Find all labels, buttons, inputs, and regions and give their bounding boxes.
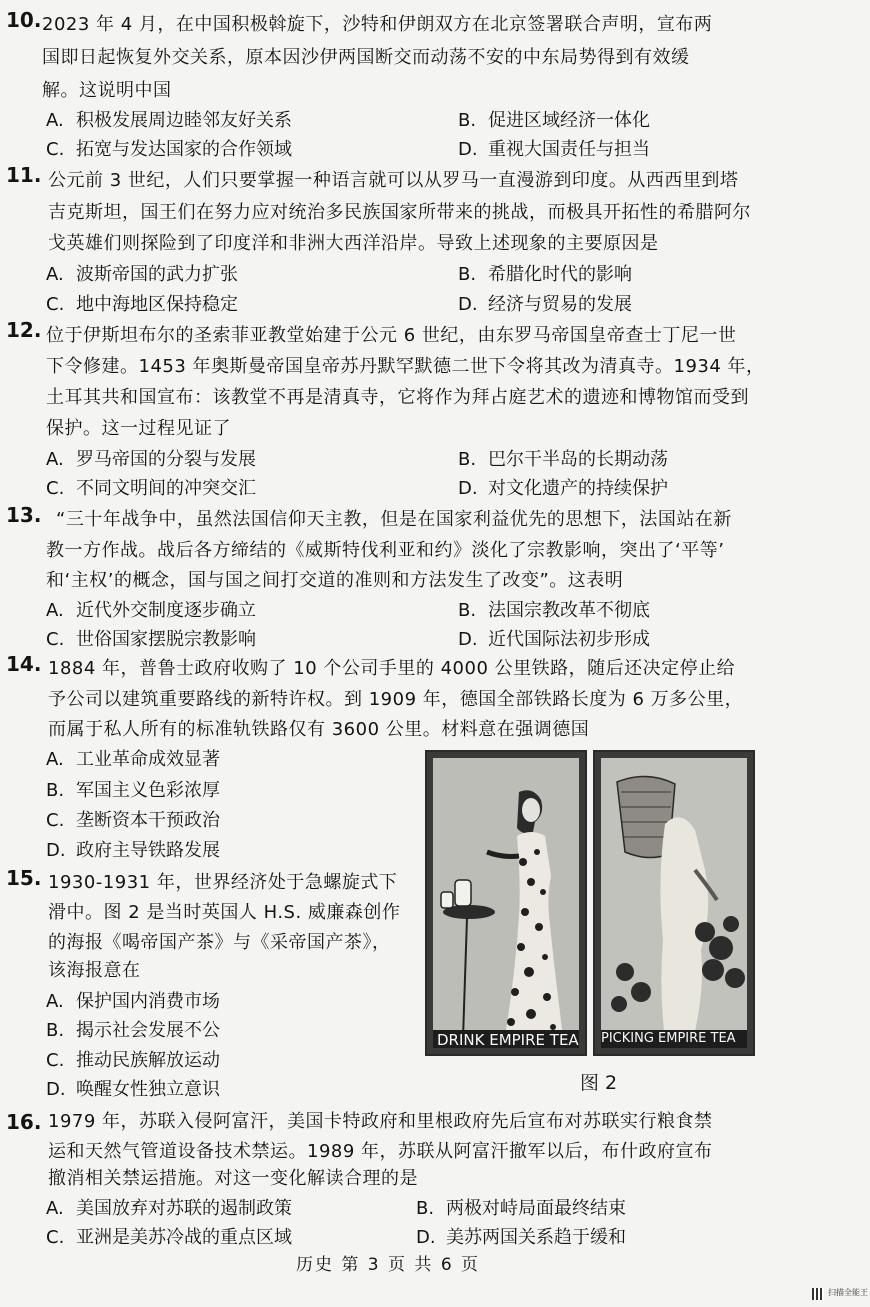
option-c: C. 推动民族解放运动: [46, 1050, 220, 1071]
option-b: B. 两极对峙局面最终结束: [416, 1198, 626, 1219]
question-number: 15.: [6, 866, 42, 890]
figure-caption: 图 2: [580, 1072, 618, 1094]
option-d: D. 对文化遗产的持续保护: [458, 478, 668, 499]
poster-picking-empire-tea: [593, 750, 755, 1056]
scanner-watermark: 扫描全能王: [828, 1288, 868, 1297]
question-text-line: “三十年战争中，虽然法国信仰天主教，但是在国家利益优先的思想下，法国站在新: [56, 509, 732, 530]
option-d: D. 政府主导铁路发展: [46, 840, 220, 861]
option-d: D. 近代国际法初步形成: [458, 629, 650, 650]
question-text-line: 位于伊斯坦布尔的圣索菲亚教堂始建于公元 6 世纪，由东罗马帝国皇帝查士丁尼一世: [46, 325, 737, 346]
question-number: 14.: [6, 652, 42, 676]
question-text-line: 2023 年 4 月，在中国积极斡旋下，沙特和伊朗双方在北京签署联合声明，宣布两: [42, 14, 713, 35]
poster-drink-empire-tea: [425, 750, 587, 1056]
question-text-line: 予公司以建筑重要路线的新特许权。到 1909 年，德国全部铁路长度为 6 万多公里，: [48, 689, 744, 710]
option-c: C. 亚洲是美苏冷战的重点区域: [46, 1227, 292, 1248]
question-text-line: 而属于私人所有的标准轨铁路仅有 3600 公里。材料意在强调德国: [48, 719, 590, 740]
poster-caption: DRINK EMPIRE TEA: [437, 1031, 579, 1049]
option-b: B. 促进区域经济一体化: [458, 110, 650, 131]
option-d: D. 经济与贸易的发展: [458, 294, 632, 315]
option-c: C. 不同文明间的冲突交汇: [46, 478, 256, 499]
question-number: 10.: [6, 8, 42, 32]
question-number: 16.: [6, 1110, 42, 1134]
question-text-line: 滑中。图 2 是当时英国人 H.S. 威廉森创作: [48, 902, 401, 923]
option-d: D. 唤醒女性独立意识: [46, 1079, 220, 1100]
option-b: B. 巴尔干半岛的长期动荡: [458, 449, 668, 470]
page-footer: 历史 第 3 页 共 6 页: [296, 1255, 481, 1275]
option-b: B. 希腊化时代的影响: [458, 264, 632, 285]
question-text-line: 1979 年，苏联入侵阿富汗，美国卡特政府和里根政府先后宣布对苏联实行粮食禁: [48, 1111, 713, 1132]
option-a: A. 罗马帝国的分裂与发展: [46, 449, 256, 470]
option-a: A. 保护国内消费市场: [46, 991, 220, 1012]
question-text-line: 1884 年，普鲁士政府收购了 10 个公司手里的 4000 公里铁路，随后还决定停止给: [48, 658, 736, 679]
question-text-line: 的海报《喝帝国产茶》与《采帝国产茶》，: [48, 932, 391, 953]
question-text-line: 撤消相关禁运措施。对这一变化解读合理的是: [48, 1168, 418, 1189]
option-a: A. 工业革命成效显著: [46, 749, 220, 770]
option-c: C. 拓宽与发达国家的合作领域: [46, 139, 292, 160]
question-text-line: 下令修建。1453 年奥斯曼帝国皇帝苏丹默罕默德二世下令将其改为清真寺。1934 年，: [46, 356, 765, 377]
option-c: C. 世俗国家摆脱宗教影响: [46, 629, 256, 650]
question-number: 12.: [6, 318, 42, 342]
question-number: 11.: [6, 163, 42, 187]
question-text-line: 该海报意在: [48, 960, 141, 981]
question-text-line: 国即日起恢复外交关系，原本因沙伊两国断交而动荡不安的中东局势得到有效缓: [42, 47, 690, 68]
option-a: A. 美国放弃对苏联的遏制政策: [46, 1198, 292, 1219]
option-d: D. 美苏两国关系趋于缓和: [416, 1227, 626, 1248]
option-c: C. 垄断资本干预政治: [46, 810, 220, 831]
question-text-line: 解。这说明中国: [42, 80, 172, 101]
option-d: D. 重视大国责任与担当: [458, 139, 650, 160]
woman-drinking-tea-illustration: [427, 752, 585, 1054]
option-a: A. 波斯帝国的武力扩张: [46, 264, 238, 285]
qr-code-icon: [812, 1288, 824, 1300]
woman-picking-tea-illustration: [595, 752, 753, 1054]
question-text-line: 土耳其共和国宣布：该教堂不再是清真寺，它将作为拜占庭艺术的遗迹和博物馆而受到: [46, 387, 749, 408]
question-text-line: 吉克斯坦，国王们在努力应对统治多民族国家所带来的挑战，而极具开拓性的希腊阿尔: [48, 202, 751, 223]
question-text-line: 教一方作战。战后各方缔结的《威斯特伐利亚和约》淡化了宗教影响，突出了‘平等’: [46, 540, 725, 561]
question-number: 13.: [6, 503, 42, 527]
question-text-line: 戈英雄们则探险到了印度洋和非洲大西洋沿岸。导致上述现象的主要原因是: [48, 233, 659, 254]
option-b: B. 揭示社会发展不公: [46, 1020, 220, 1041]
question-text-line: 保护。这一过程见证了: [46, 418, 231, 439]
option-c: C. 地中海地区保持稳定: [46, 294, 238, 315]
option-b: B. 军国主义色彩浓厚: [46, 780, 220, 801]
question-text-line: 公元前 3 世纪，人们只要掌握一种语言就可以从罗马一直漫游到印度。从西西里到塔: [48, 170, 739, 191]
option-b: B. 法国宗教改革不彻底: [458, 600, 650, 621]
question-text-line: 1930-1931 年，世界经济处于急螺旋式下: [48, 872, 398, 893]
option-a: A. 积极发展周边睦邻友好关系: [46, 110, 292, 131]
question-text-line: 运和天然气管道设备技术禁运。1989 年，苏联从阿富汗撤军以后，布什政府宣布: [48, 1141, 713, 1162]
question-text-line: 和‘主权’的概念，国与国之间打交道的准则和方法发生了改变”。这表明: [46, 570, 624, 591]
poster-caption: PICKING EMPIRE TEA: [601, 1031, 736, 1046]
option-a: A. 近代外交制度逐步确立: [46, 600, 256, 621]
